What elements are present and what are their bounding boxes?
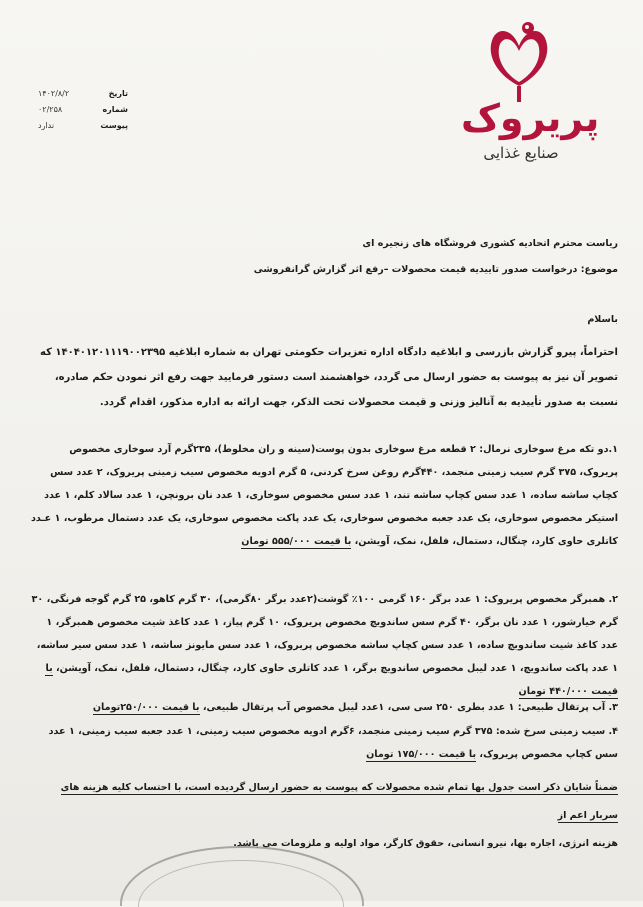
subject-line: موضوع: درخواست صدور تاییدیه قیمت محصولات –رفع اثر گزارش گرانفروشی <box>253 264 618 275</box>
brand-subtitle: صنایع غذایی <box>483 144 559 162</box>
meta-attachment-row <box>38 118 128 134</box>
date-value: ۱۴۰۲/۸/۲ <box>38 89 70 98</box>
item-orange-juice-text: ۳. آب پرتقال طبیعی: ۱ عدد بطری ۲۵۰ سی سی، ۱عدد لیبل مخصوص آب پرتقال طبیعی، <box>199 702 618 713</box>
closing-paragraph <box>30 774 618 858</box>
stamp-inner-ring <box>138 860 344 907</box>
item-french-fries-price: با قیمت ۱۷۵/۰۰۰ تومان <box>366 749 477 760</box>
item-hamburger-text: ۲. همبرگر مخصوص پریروک: ۱ عدد برگر ۱۶۰ گرمی ۱۰۰٪ گوشت(۲عدد برگر ۸۰گرمی)، ۳۰ گرم کاهو، ۲۵ گرم گوجه فرنگی، ۳۰ گرم خیارشور، ۱ عدد نان برگر، ۴۰ گرم سس ساندویچ مخصوص پریروک، ۱۰ گرم پیاز، ۱ عدد کاغذ شیت مخصوص همبرگر، ۱ عدد کاغذ شیت ساندویچ ساده، ۱ عدد سس کچاپ ساشه مخصوص پریروک، ۱ عدد سس مایونز ساشه، ۱ عدد سس سیر ساشه، ۱ عدد پاکت ساندویچ، ۱ عدد لیبل مخصوص ساندویچ برگر، ۱ عدد کاتلری حاوی کارد، چنگال، دستمال، فلفل، نمک، آویشن، <box>31 594 618 674</box>
meta-number-row <box>38 102 128 118</box>
item-fried-chicken <box>30 438 618 553</box>
item-orange-juice <box>30 696 618 719</box>
closing-underlined: ضمناً شایان ذکر است جدول بها تمام شده محصولات که پیوست به حضور ارسال گردیده است، با احتساب کلیه هزینه های سربار اعم از <box>60 782 618 821</box>
brand-logo <box>461 16 600 186</box>
item-hamburger <box>30 588 618 703</box>
butterfly-logo-icon <box>479 16 559 104</box>
closing-rest: هزینه انرژی، اجاره بها، نیرو انسانی، حقوق کارگر، مواد اولیه و ملزومات می باشد. <box>233 838 618 849</box>
addressee: ریاست محترم اتحادیه کشوری فروشگاه های زنجیره ای <box>362 238 618 249</box>
letter-meta <box>38 86 128 134</box>
intro-paragraph: احتراماً، پیرو گزارش بازرسی و ابلاغیه دادگاه اداره تعزیرات حکومتی تهران به شماره ابلاغیه ۱۴۰۴۰۱۲۰۱۱۱۹۰۰۲۳۹۵ که تصویر آن نیز به پیوست به حضور ارسال می گردد، خواهشمند است دستور فرمایید جهت رفع اثر نمودن حکم صادره، نسبت به صدور تأییدیه به آنالیز وزنی و قیمت محصولات تحت الذکر، جهت ارائه به اداره مذکور، اقدام گردد. <box>40 347 618 408</box>
item-orange-juice-price: با قیمت ۲۵۰/۰۰۰تومان <box>92 702 200 713</box>
item-fried-chicken-price: با قیمت ۵۵۵/۰۰۰ تومان <box>241 536 352 547</box>
item-hamburger-price: با قیمت ۴۴۰/۰۰۰ تومان <box>45 663 618 697</box>
item-fried-chicken-text: ۱.دو تکه مرغ سوخاری نرمال: ۲ قطعه مرغ سوخاری بدون پوست(سینه و ران مخلوط)، ۲۳۵گرم آرد سوخاری مخصوص پریروک، ۳۷۵ گرم سیب زمینی منجمد، ۴۴۰گرم روغن سرخ کردنی، ۵ گرم ادویه مخصوص سیب زمینی پریروک، ۲ عدد سس کچاپ ساشه ساده، ۱ عدد سس کچاپ ساشه تند، ۱ عدد سس مخصوص سوخاری، ۱ عدد نان برونچن، ۱ عدد سالاد کلم، ۱ عدد استیکر مخصوص سوخاری، یک عدد جعبه مخصوص سوخاری، یک عدد پاکت مخصوص سوخاری، یک عدد دستمال مرطوب، ۱ عـدد کاتلری حاوی کارد، چنگال، دستمال، فلفل، نمک، آویشن، <box>30 444 618 547</box>
item-french-fries <box>30 720 618 766</box>
meta-date-row <box>38 86 128 102</box>
greeting: باسلام <box>587 314 618 325</box>
number-value: ۰۲/۲۵۸ <box>38 105 63 114</box>
item-french-fries-text: ۴. سیب زمینی سرخ شده: ۳۷۵ گرم سیب زمینی منجمد، ۶گرم ادویه مخصوص سیب زمینی، ۱ عدد جعبه سیب زمینی، ۱ عدد سس کچاپ مخصوص پریروک، <box>48 726 618 760</box>
attachment-label: پیوست <box>100 121 128 130</box>
attachment-value: ندارد <box>38 121 55 130</box>
number-label: شماره <box>102 105 128 114</box>
date-label: تاریخ <box>108 89 128 98</box>
brand-name: پریروک <box>461 96 600 140</box>
